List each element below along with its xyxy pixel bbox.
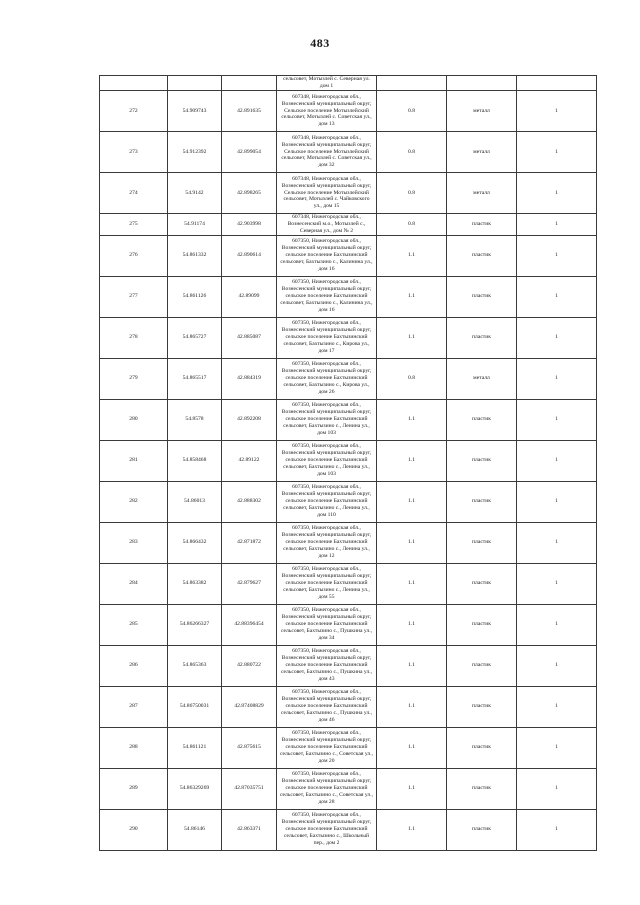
cell-address: 607348, Нижегородская обл., Вознесенский муниципальный округ, Сельское поселение Мотызлейский сельсовет, Мотызлей с. Советская ул., дом 13 xyxy=(277,91,377,132)
cell-latitude xyxy=(168,76,222,91)
cell-longitude: 42.890614 xyxy=(222,235,277,276)
cell-latitude: 54.8578 xyxy=(168,399,222,440)
cell-count: 1 xyxy=(517,522,597,563)
cell-count: 1 xyxy=(517,604,597,645)
cell-address: 607348, Нижегородская обл., Вознесенский муниципальный округ, Сельское поселение Мотызлейский сельсовет, Мотызлей с. Советская ул., дом 32 xyxy=(277,132,377,173)
cell-volume: 0.8 xyxy=(377,173,447,214)
table-row xyxy=(100,440,597,481)
cell-longitude: 42.903998 xyxy=(222,214,277,236)
table-body xyxy=(100,76,597,851)
cell-volume: 1.1 xyxy=(377,235,447,276)
cell-num: 282 xyxy=(100,481,168,522)
cell-address: 607348, Нижегородская обл., Вознесенский муниципальный округ, Сельское поселение Мотызлейский сельсовет, Мотызлей с. Чайковского ул., дом 15 xyxy=(277,173,377,214)
cell-longitude: 42.898265 xyxy=(222,173,277,214)
cell-longitude: 42.871872 xyxy=(222,522,277,563)
cell-num: 273 xyxy=(100,132,168,173)
table-row xyxy=(100,522,597,563)
cell-longitude xyxy=(222,76,277,91)
cell-latitude: 54.9142 xyxy=(168,173,222,214)
cell-volume: 0.8 xyxy=(377,214,447,236)
table-row xyxy=(100,132,597,173)
cell-num: 285 xyxy=(100,604,168,645)
cell-num: 286 xyxy=(100,645,168,686)
cell-material: пластик xyxy=(447,481,517,522)
table-row xyxy=(100,768,597,809)
cell-longitude: 42.875615 xyxy=(222,727,277,768)
cell-material: пластик xyxy=(447,399,517,440)
table-row xyxy=(100,563,597,604)
cell-longitude: 42.863371 xyxy=(222,809,277,850)
cell-volume: 1.1 xyxy=(377,276,447,317)
cell-volume: 1.1 xyxy=(377,563,447,604)
cell-material: пластик xyxy=(447,768,517,809)
cell-num: 290 xyxy=(100,809,168,850)
cell-volume: 0.8 xyxy=(377,132,447,173)
table-row xyxy=(100,604,597,645)
cell-num: 280 xyxy=(100,399,168,440)
cell-num: 284 xyxy=(100,563,168,604)
cell-latitude: 54.86146 xyxy=(168,809,222,850)
cell-longitude: 42.879627 xyxy=(222,563,277,604)
cell-num: 272 xyxy=(100,91,168,132)
table-row xyxy=(100,91,597,132)
cell-num: 275 xyxy=(100,214,168,236)
cell-material: металл xyxy=(447,91,517,132)
cell-volume: 1.1 xyxy=(377,604,447,645)
cell-address: сельсовет, Мотызлей с. Северная ул. дом 1 xyxy=(277,76,377,91)
cell-num: 281 xyxy=(100,440,168,481)
cell-count: 1 xyxy=(517,317,597,358)
cell-longitude: 42.89099 xyxy=(222,276,277,317)
cell-num: 278 xyxy=(100,317,168,358)
cell-longitude: 42.87408829 xyxy=(222,686,277,727)
cell-count: 1 xyxy=(517,132,597,173)
cell-count: 1 xyxy=(517,768,597,809)
cell-volume: 1.1 xyxy=(377,440,447,481)
cell-count: 1 xyxy=(517,440,597,481)
cell-address: 607350, Нижегородская обл., Вознесенский муниципальный округ, сельское поселение Бахтызинский сельсовет, Бахтызино с., Ленина ул., дом 12 xyxy=(277,522,377,563)
cell-latitude: 54.861332 xyxy=(168,235,222,276)
cell-num: 288 xyxy=(100,727,168,768)
cell-count: 1 xyxy=(517,173,597,214)
cell-material: пластик xyxy=(447,604,517,645)
cell-count: 1 xyxy=(517,235,597,276)
cell-material: пластик xyxy=(447,317,517,358)
cell-num: 277 xyxy=(100,276,168,317)
cell-count: 1 xyxy=(517,809,597,850)
container-site-table xyxy=(99,75,597,851)
cell-volume: 1.1 xyxy=(377,809,447,850)
cell-latitude: 54.861126 xyxy=(168,276,222,317)
cell-longitude: 42.89122 xyxy=(222,440,277,481)
cell-longitude: 42.891635 xyxy=(222,91,277,132)
table-row xyxy=(100,481,597,522)
cell-volume: 1.1 xyxy=(377,399,447,440)
cell-count: 1 xyxy=(517,645,597,686)
cell-longitude: 42.884319 xyxy=(222,358,277,399)
cell-num: 274 xyxy=(100,173,168,214)
table-row xyxy=(100,809,597,850)
cell-count: 1 xyxy=(517,358,597,399)
cell-longitude: 42.899054 xyxy=(222,132,277,173)
cell-address: 607348, Нижегородская обл., Вознесенский м.о., Мотызлей с., Северная ул., дом № 2 xyxy=(277,214,377,236)
cell-num: 283 xyxy=(100,522,168,563)
cell-material: пластик xyxy=(447,809,517,850)
table-row xyxy=(100,399,597,440)
cell-address: 607350, Нижегородская обл., Вознесенский муниципальный округ, сельское поселение Бахтызинский сельсовет, Бахтызино с., Пушкина ул., дом 46 xyxy=(277,686,377,727)
cell-address: 607350, Нижегородская обл., Вознесенский муниципальный округ, сельское поселение Бахтызинский сельсовет, Бахтызино с., Калинина ул., дом 16 xyxy=(277,276,377,317)
table-row xyxy=(100,686,597,727)
cell-latitude: 54.865727 xyxy=(168,317,222,358)
cell-material xyxy=(447,76,517,91)
cell-address: 607350, Нижегородская обл., Вознесенский муниципальный округ, сельское поселение Бахтызинский сельсовет, Бахтызино с., Советская ул., дом 28 xyxy=(277,768,377,809)
cell-count: 1 xyxy=(517,91,597,132)
cell-address: 607350, Нижегородская обл., Вознесенский муниципальный округ, сельское поселение Бахтызинский сельсовет, Бахтызино с., Ленина ул., дом 103 xyxy=(277,440,377,481)
cell-latitude: 54.865517 xyxy=(168,358,222,399)
page-number: 483 xyxy=(310,36,330,50)
table-row xyxy=(100,358,597,399)
cell-address: 607350, Нижегородская обл., Вознесенский муниципальный округ, сельское поселение Бахтызинский сельсовет, Бахтызино с., Калинина ул., дом 16 xyxy=(277,235,377,276)
cell-volume: 1.1 xyxy=(377,522,447,563)
cell-volume xyxy=(377,76,447,91)
cell-material: металл xyxy=(447,358,517,399)
cell-latitude: 54.861121 xyxy=(168,727,222,768)
cell-material: пластик xyxy=(447,686,517,727)
cell-longitude: 42.87035751 xyxy=(222,768,277,809)
cell-volume: 0.8 xyxy=(377,91,447,132)
cell-material: пластик xyxy=(447,214,517,236)
cell-volume: 0.8 xyxy=(377,358,447,399)
cell-longitude: 42.885087 xyxy=(222,317,277,358)
cell-address: 607350, Нижегородская обл., Вознесенский муниципальный округ, сельское поселение Бахтызинский сельсовет, Бахтызино с., Советская ул., дом 20 xyxy=(277,727,377,768)
cell-material: пластик xyxy=(447,235,517,276)
cell-count xyxy=(517,76,597,91)
cell-longitude: 42.880722 xyxy=(222,645,277,686)
cell-address: 607350, Нижегородская обл., Вознесенский муниципальный округ, сельское поселение Бахтызинский сельсовет, Бахтызино с., Ленина ул., дом 103 xyxy=(277,399,377,440)
cell-latitude: 54.86329269 xyxy=(168,768,222,809)
cell-material: пластик xyxy=(447,727,517,768)
cell-count: 1 xyxy=(517,686,597,727)
cell-volume: 1.1 xyxy=(377,686,447,727)
table-row xyxy=(100,645,597,686)
cell-address: 607350, Нижегородская обл., Вознесенский муниципальный округ, сельское поселение Бахтызинский сельсовет, Бахтызино с., Пушкина ул., дом 34 xyxy=(277,604,377,645)
cell-volume: 1.1 xyxy=(377,481,447,522)
cell-count: 1 xyxy=(517,481,597,522)
cell-latitude: 54.86013 xyxy=(168,481,222,522)
cell-volume: 1.1 xyxy=(377,645,447,686)
cell-count: 1 xyxy=(517,276,597,317)
cell-address: 607350, Нижегородская обл., Вознесенский муниципальный округ, сельское поселение Бахтызинский сельсовет, Бахтызино с., Пушкина ул., дом 43 xyxy=(277,645,377,686)
cell-material: пластик xyxy=(447,440,517,481)
cell-material: пластик xyxy=(447,563,517,604)
cell-num: 276 xyxy=(100,235,168,276)
cell-longitude: 42.892208 xyxy=(222,399,277,440)
cell-material: пластик xyxy=(447,522,517,563)
table-row xyxy=(100,214,597,236)
cell-latitude: 54.86750031 xyxy=(168,686,222,727)
cell-longitude: 42.888302 xyxy=(222,481,277,522)
cell-count: 1 xyxy=(517,727,597,768)
table-row xyxy=(100,727,597,768)
cell-material: металл xyxy=(447,173,517,214)
cell-address: 607350, Нижегородская обл., Вознесенский муниципальный округ, сельское поселение Бахтызинский сельсовет, Бахтызино с., Ленина ул., дом 110 xyxy=(277,481,377,522)
cell-count: 1 xyxy=(517,214,597,236)
cell-latitude: 54.858468 xyxy=(168,440,222,481)
cell-address: 607350, Нижегородская обл., Вознесенский муниципальный округ, сельское поселение Бахтызинский сельсовет, Бахтызино с., Кирова ул., дом 17 xyxy=(277,317,377,358)
cell-longitude: 42.88396454 xyxy=(222,604,277,645)
cell-material: металл xyxy=(447,132,517,173)
cell-latitude: 54.91174 xyxy=(168,214,222,236)
cell-material: пластик xyxy=(447,645,517,686)
cell-volume: 1.1 xyxy=(377,768,447,809)
cell-num: 289 xyxy=(100,768,168,809)
table-row xyxy=(100,276,597,317)
cell-address: 607350, Нижегородская обл., Вознесенский муниципальный округ, сельское поселение Бахтызинский сельсовет, Бахтызино с., Кирова ул., дом 26 xyxy=(277,358,377,399)
table-row xyxy=(100,235,597,276)
table-row xyxy=(100,317,597,358)
cell-num: 287 xyxy=(100,686,168,727)
table-row-continued xyxy=(100,76,597,91)
cell-latitude: 54.866432 xyxy=(168,522,222,563)
cell-address: 607350, Нижегородская обл., Вознесенский муниципальный округ, сельское поселение Бахтызинский сельсовет, Бахтызино с., Ленина ул., дом 55 xyxy=(277,563,377,604)
cell-material: пластик xyxy=(447,276,517,317)
cell-volume: 1.1 xyxy=(377,727,447,768)
cell-num xyxy=(100,76,168,91)
cell-num: 279 xyxy=(100,358,168,399)
cell-count: 1 xyxy=(517,399,597,440)
cell-latitude: 54.865363 xyxy=(168,645,222,686)
cell-latitude: 54.912392 xyxy=(168,132,222,173)
cell-volume: 1.1 xyxy=(377,317,447,358)
table-row xyxy=(100,173,597,214)
cell-latitude: 54.86266327 xyxy=(168,604,222,645)
cell-latitude: 54.909743 xyxy=(168,91,222,132)
cell-latitude: 54.863382 xyxy=(168,563,222,604)
cell-address: 607350, Нижегородская обл., Вознесенский муниципальный округ, сельское поселение Бахтызинский сельсовет, Бахтызино с., Школьный пер., дом 2 xyxy=(277,809,377,850)
cell-count: 1 xyxy=(517,563,597,604)
